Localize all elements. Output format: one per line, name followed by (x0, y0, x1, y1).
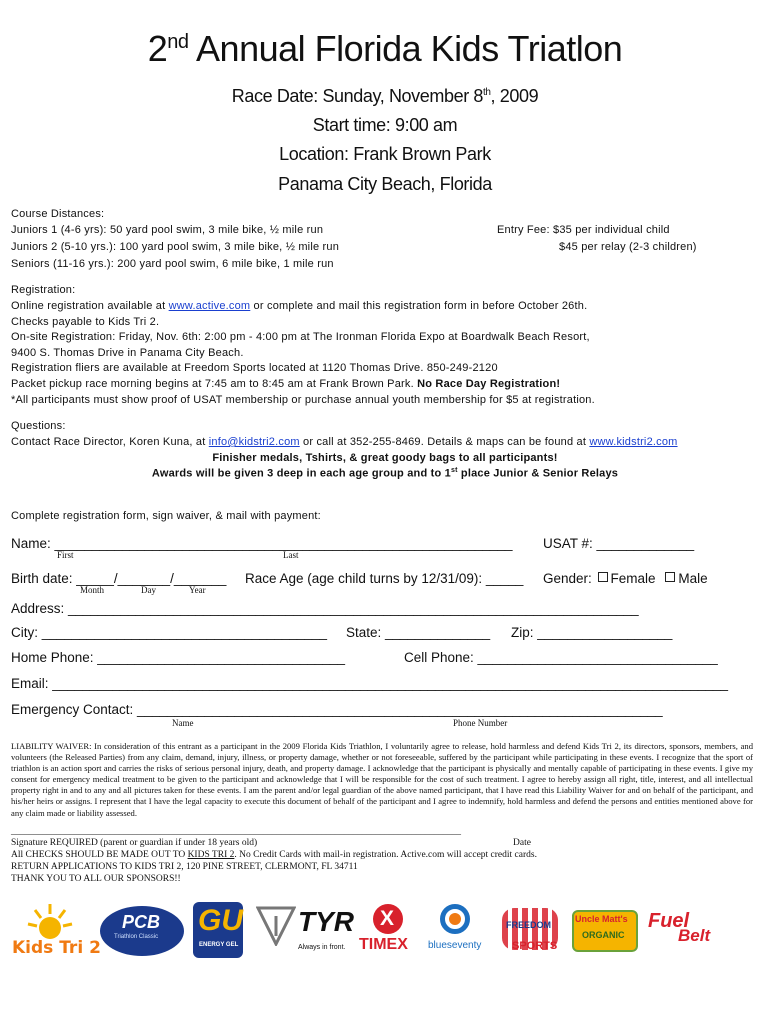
contact-text: Contact Race Director, Koren Kuna, at (11, 436, 209, 448)
race-date-ordinal: th (483, 87, 491, 98)
registration-heading: Registration: (11, 284, 76, 296)
gender-label: Gender: (543, 571, 592, 586)
awards-text: Awards will be given 3 deep in each age group and to 1 (151, 467, 452, 480)
name-field[interactable]: Name: _____________________________________________________________ (11, 536, 513, 551)
kids-tri-2-logo (8, 900, 101, 962)
male-label: Male (678, 571, 708, 586)
birth-month-caption: Month (80, 585, 105, 595)
entry-fee-relay: $45 per relay (2-3 children) (559, 241, 697, 253)
questions-heading: Questions: (11, 420, 66, 432)
checks-text: All CHECKS SHOULD BE MADE OUT TO (11, 850, 188, 860)
no-race-day-notice: No Race Day Registration! (417, 378, 561, 390)
male-checkbox[interactable] (665, 572, 675, 582)
course-heading: Course Distances: (11, 208, 105, 220)
pcb-logo (100, 900, 186, 962)
emergency-name-caption: Name (172, 718, 194, 728)
emergency-phone-caption: Phone Number (453, 718, 508, 728)
signature-line[interactable]: ____________________________________________________________________________________________________ (11, 826, 461, 836)
female-label: Female (610, 571, 656, 586)
onsite-address: 9400 S. Thomas Drive in Panama City Beach. (11, 347, 244, 359)
emergency-contact-field[interactable]: Emergency Contact: ______________________________________________________________________ (11, 702, 663, 717)
active-link[interactable]: www.active.com (168, 300, 251, 312)
tyr-tagline: Always in front. (298, 944, 346, 951)
blueseventy-text: blueseventy (428, 940, 482, 951)
kids-tri-2-text: Kids Tri 2 (12, 938, 101, 958)
timex-text: TIMEX (359, 936, 408, 953)
race-date (0, 86, 770, 107)
email-link[interactable]: info@kidstri2.com (208, 436, 300, 448)
title-ordinal: nd (167, 31, 189, 53)
form-intro: Complete registration form, sign waiver, & mail with payment: (11, 510, 321, 522)
sponsors-thanks: THANK YOU TO ALL OUR SPONSORS!! (11, 874, 181, 884)
gu-logo (193, 900, 247, 962)
birth-day-caption: Day (141, 585, 156, 595)
home-phone-field[interactable]: Home Phone: _________________________________ (11, 650, 346, 665)
race-age-field[interactable]: Race Age (age child turns by 12/31/09): _____ (245, 571, 524, 586)
gu-text: GU (198, 904, 243, 937)
cell-phone-field[interactable]: Cell Phone: ________________________________ (404, 650, 718, 665)
checks-text-post: . No Credit Cards with mail-in registration. Active.com will accept credit cards. (234, 850, 537, 860)
state-field[interactable]: State: ______________ (346, 625, 491, 640)
timex-logo (357, 900, 423, 962)
gu-subtext: ENERGY GEL (199, 942, 239, 948)
birth-date-field[interactable]: Birth date: _____/_______/_______ (11, 571, 227, 586)
course-line: Seniors (11-16 yrs.): 200 yard pool swim, 6 mile bike, 1 mile run (11, 258, 334, 270)
contact-line (11, 436, 678, 448)
freedom-text: FREEDOM (506, 920, 551, 930)
city-field[interactable]: City: ______________________________________ (11, 625, 328, 640)
location: Location: Frank Brown Park (279, 144, 491, 164)
city-line: Panama City Beach, Florida (278, 174, 492, 194)
tyr-logo (256, 900, 352, 962)
course-line: Juniors 1 (4-6 yrs): 50 yard pool swim, 3 mile bike, ½ mile run (11, 224, 324, 236)
onsite-registration: On-site Registration: Friday, Nov. 6th: 2:00 pm - 4:00 pm at The Ironman Florida Expo at Boardwalk Beach Resort, (11, 331, 590, 343)
tyr-arrow-icon (256, 906, 296, 946)
female-checkbox[interactable] (598, 572, 608, 582)
awards-text-post: place Junior & Senior Relays (457, 467, 619, 480)
belt-text: Belt (678, 926, 711, 945)
online-text-post: or complete and mail this registration form in before October 26th. (250, 300, 588, 312)
timex-x-icon: X (380, 907, 395, 930)
awards-ordinal: st (451, 467, 458, 474)
online-text: Online registration available at (11, 300, 169, 312)
name-first-caption: First (57, 550, 74, 560)
name-last-caption: Last (283, 550, 299, 560)
liability-waiver: LIABILITY WAIVER: In consideration of this entrant as a participant in the 2009 Florida Kids Triathlon, I voluntarily agree to release, hold harmless and defend Kids Tri 2, its directors, sponsors, members, and volunteers (the Released Parties) from any claim, demand, injury, illness, or property damage, whether or not foreseeable, suffered by the participant while participating in these events. I recognize that the sport of triathlon is an action sport and carries the risks of serious personal injury, death, and property damage. I acknowledge that the participant is physically and mentally capable of participating in these events. I give my consent for emergency medical treatment to be given to the participant and acknowledge that I will be responsible for the cost of such treatment. I agree to hereby assign all right, title, interest, and all intellectual property right in and to any and all pictures taken for these events. I am the parent and/or legal guardian of the above named participant, that I have read this Liability Waiver for and on behalf of the participant, and his/her heirs or assigns. I represent that I have the legal capacity to execute this document of behalf of the participant and I agree to indemnify, hold harmless and defend the persons and entities mentioned above for any claim made or liability assessed. (11, 741, 753, 818)
return-address: RETURN APPLICATIONS TO KIDS TRI 2, 120 PINE STREET, CLERMONT, FL 34711 (11, 862, 358, 872)
packet-text: Packet pickup race morning begins at 7:45 am to 8:45 am at Frank Brown Park. (11, 378, 414, 390)
awards-line (0, 467, 770, 480)
freedom-sports-logo (498, 900, 562, 962)
uncle-matts-logo (570, 900, 638, 962)
uncle-matts-subtext: ORGANIC (582, 930, 625, 940)
checks-notice (11, 850, 537, 860)
website-link[interactable]: www.kidstri2.com (589, 436, 678, 448)
blueseventy-logo (426, 900, 494, 962)
usat-field[interactable]: USAT #: _____________ (543, 536, 695, 551)
kids-tri-2-underlined: KIDS TRI 2 (187, 850, 235, 860)
packet-pickup (11, 378, 560, 390)
usat-notice: *All participants must show proof of USAT membership or purchase annual youth membership for $5 at registration. (11, 394, 595, 406)
page-title (0, 28, 770, 70)
pcb-text: PCB (122, 912, 161, 932)
title-text: Annual Florida Kids Triatlon (188, 28, 623, 69)
gender-field (543, 571, 708, 586)
course-line: Juniors 2 (5-10 yrs.): 100 yard pool swim, 3 mile bike, ½ mile run (11, 241, 340, 253)
checks-payable: Checks payable to Kids Tri 2. (11, 316, 160, 328)
address-field[interactable]: Address: ____________________________________________________________________________ (11, 601, 639, 616)
start-time: Start time: 9:00 am (312, 115, 458, 135)
signature-label: Signature REQUIRED (parent or guardian if under 18 years old) (11, 838, 258, 848)
email-field[interactable]: Email: __________________________________________________________________________________________ (11, 676, 728, 691)
tyr-text: TYR (298, 906, 354, 937)
date-label: Date (513, 838, 531, 848)
zip-field[interactable]: Zip: __________________ (511, 625, 673, 640)
title-number: 2 (147, 28, 168, 69)
fuel-text: Fuel (648, 910, 690, 932)
fuelbelt-logo (646, 900, 730, 962)
pcb-subtext: Triathlon Classic (114, 934, 159, 940)
birth-year-caption: Year (189, 585, 206, 595)
fliers-info: Registration fliers are available at Freedom Sports located at 1120 Thomas Drive. 850-249-2120 (11, 362, 498, 374)
finisher-medals: Finisher medals, Tshirts, & great goody bags to all participants! (212, 452, 558, 464)
freedom-subtext: SPORTS (512, 940, 558, 952)
uncle-matts-text: Uncle Matt's (575, 914, 628, 924)
online-registration (11, 300, 587, 312)
entry-fee-individual: Entry Fee: $35 per individual child (497, 224, 670, 236)
race-date-text: Race Date: Sunday, November 8 (231, 86, 483, 106)
race-date-year: , 2009 (490, 86, 539, 106)
contact-text-mid: or call at 352-255-8469. Details & maps can be found at (299, 436, 590, 448)
